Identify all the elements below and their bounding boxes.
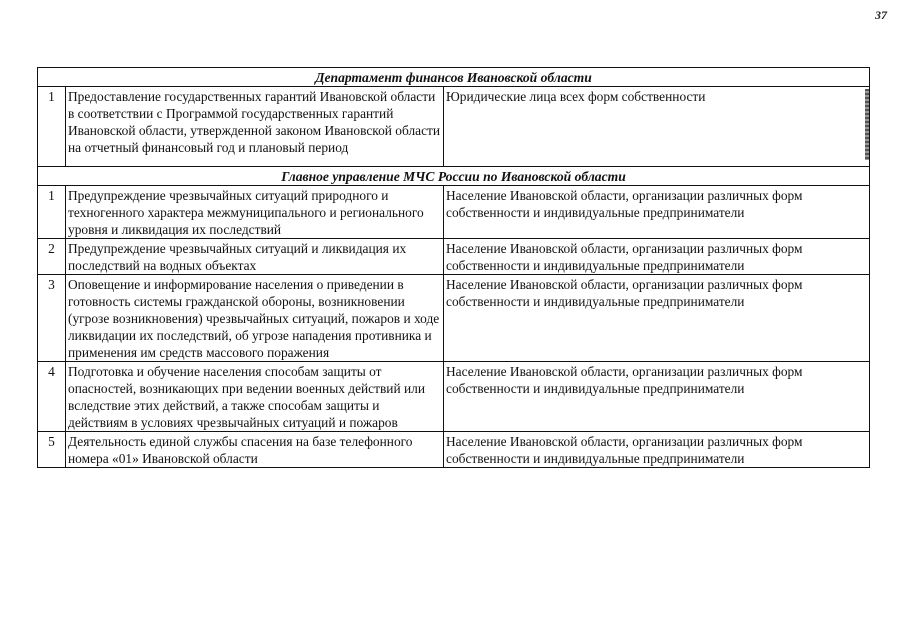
row-number: 1 (38, 87, 66, 167)
table-row (38, 432, 870, 468)
service-cell: Предупреждение чрезвычайных ситуаций природного и техногенного характера межмуниципального и регионального уровня и ликвидация их последствий (66, 186, 444, 239)
table-row (38, 186, 870, 239)
recipients-cell: Население Ивановской области, организации различных форм собственности и индивидуальные предприниматели (444, 186, 870, 239)
section-header-row (38, 167, 870, 186)
recipients-cell: Население Ивановской области, организации различных форм собственности и индивидуальные предприниматели (444, 432, 870, 468)
table-row (38, 239, 870, 275)
row-number: 1 (38, 186, 66, 239)
row-number: 3 (38, 275, 66, 362)
recipients-cell: Юридические лица всех форм собственности (444, 87, 870, 167)
table-row (38, 362, 870, 432)
section-title: Главное управление МЧС России по Ивановской области (38, 167, 870, 186)
page-number: 37 (875, 8, 887, 22)
service-cell: Подготовка и обучение населения способам защиты от опасностей, возникающих при ведении военных действий или вследствие этих действий, а также способам защиты и действиям в условиях чрезвычайных ситуаций и пожаров (66, 362, 444, 432)
service-cell: Оповещение и информирование населения о приведении в готовность системы гражданской обороны, возникновении (угрозе возникновения) чрезвычайных ситуаций, пожаров и ходе ликвидации их последствий, об угрозе нападения противника и применения им средств массового поражения (66, 275, 444, 362)
recipients-cell: Население Ивановской области, организации различных форм собственности и индивидуальные предприниматели (444, 362, 870, 432)
recipients-cell: Население Ивановской области, организации различных форм собственности и индивидуальные предприниматели (444, 275, 870, 362)
table-row (38, 87, 870, 167)
section-header-row (38, 68, 870, 87)
service-cell: Деятельность единой службы спасения на базе телефонного номера «01» Ивановской области (66, 432, 444, 468)
row-number: 5 (38, 432, 66, 468)
service-cell: Предоставление государственных гарантий Ивановской области в соответствии с Программой государственных гарантий Ивановской области, утвержденной законом Ивановской области на отчетный финансовый год и плановый период (66, 87, 444, 167)
recipients-cell: Население Ивановской области, организации различных форм собственности и индивидуальные предприниматели (444, 239, 870, 275)
section-title: Департамент финансов Ивановской области (38, 68, 870, 87)
table-row (38, 275, 870, 362)
row-number: 2 (38, 239, 66, 275)
service-cell: Предупреждение чрезвычайных ситуаций и ликвидация их последствий на водных объектах (66, 239, 444, 275)
services-table (37, 67, 870, 468)
row-number: 4 (38, 362, 66, 432)
